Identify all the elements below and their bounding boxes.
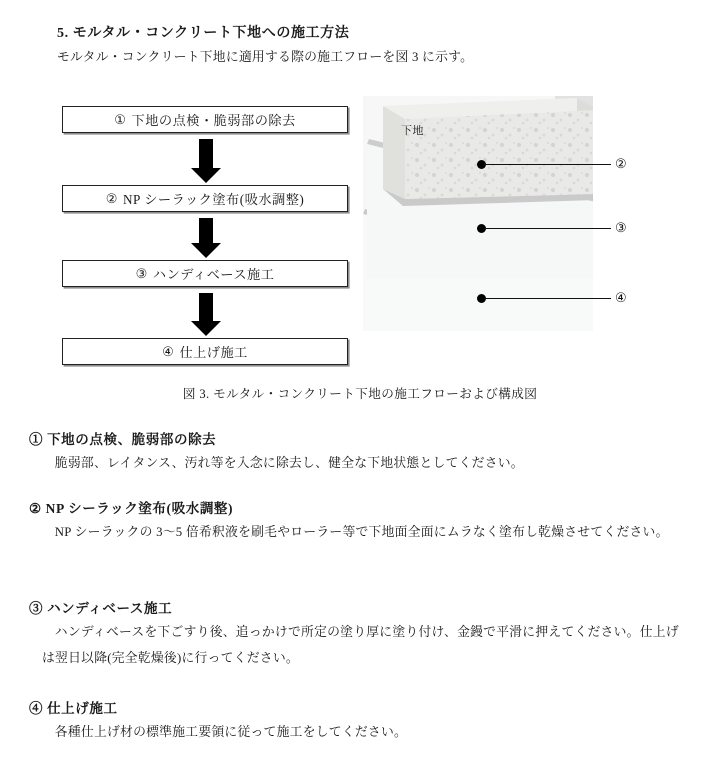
- arrow-shaft: [199, 139, 213, 168]
- callout-4-marker: ④: [615, 290, 627, 305]
- callout-3-marker: ③: [615, 220, 627, 235]
- flow-step-1-marker: ①: [114, 111, 127, 127]
- section-4-body: 各種仕上げ材の標準施工要領に従って施工をしてください。: [54, 725, 408, 739]
- flow-step-2-label: NP シーラック塗布(吸水調整): [123, 192, 305, 207]
- arrow-shaft: [199, 218, 213, 243]
- substrate-label: 下地: [401, 124, 424, 137]
- section-4-heading: ④ 仕上げ施工: [29, 701, 118, 716]
- section-1-heading: ① 下地の点検、脆弱部の除去: [29, 432, 217, 447]
- flow-arrow-1: [191, 139, 221, 183]
- flow-step-1-label: 下地の点検・脆弱部の除去: [131, 113, 296, 128]
- section-2-body: NP シーラックの 3〜5 倍希釈液を刷毛やローラー等で下地面全面にムラなく塗布し乾燥させてください。: [54, 525, 669, 539]
- flow-step-2: [62, 185, 348, 212]
- layer-2-substrate: [383, 98, 593, 206]
- flow-step-3-label: ハンディベース施工: [152, 267, 275, 282]
- arrow-head-icon: [191, 243, 221, 258]
- arrow-shaft: [199, 293, 213, 321]
- callout-4-leader-line: [484, 298, 611, 299]
- callout-3-leader-line: [484, 228, 611, 229]
- flow-step-4-marker: ④: [162, 343, 175, 359]
- flow-step-3-marker: ③: [135, 265, 148, 281]
- flow-arrow-3: [191, 293, 221, 336]
- flow-step-4-label: 仕上げ施工: [179, 345, 248, 360]
- section-3-body: ハンディベースを下ごすり後、追っかけで所定の塗り厚に塗り付け、金鏝で平滑に押えてください。仕上げは翌日以降(完全乾燥後)に行ってください。: [42, 625, 679, 665]
- flow-arrow-2: [191, 218, 221, 258]
- process-flowchart: [62, 106, 352, 371]
- flow-step-1: [62, 106, 348, 133]
- section-1-body: 脆弱部、レイタンス、汚れ等を入念に除去し、健全な下地状態としてください。: [54, 456, 524, 470]
- arrow-head-icon: [191, 168, 221, 183]
- callout-2-leader-line: [484, 164, 611, 165]
- section-2-heading: ② NP シーラック塗布(吸水調整): [29, 501, 234, 516]
- flow-step-2-marker: ②: [105, 190, 119, 206]
- callout-2-marker: ②: [615, 156, 627, 171]
- flow-step-3: [62, 260, 348, 287]
- flow-step-4: [62, 338, 348, 365]
- page-title: 5. モルタル・コンクリート下地への施工方法: [57, 26, 350, 41]
- section-3-heading: ③ ハンディベース施工: [29, 601, 173, 616]
- arrow-head-icon: [191, 321, 221, 336]
- figure-caption: 図 3. モルタル・コンクリート下地の施工フローおよび構成図: [182, 387, 538, 401]
- intro-paragraph: モルタル・コンクリート下地に適用する際の施工フローを図 3 に示す。: [57, 50, 474, 64]
